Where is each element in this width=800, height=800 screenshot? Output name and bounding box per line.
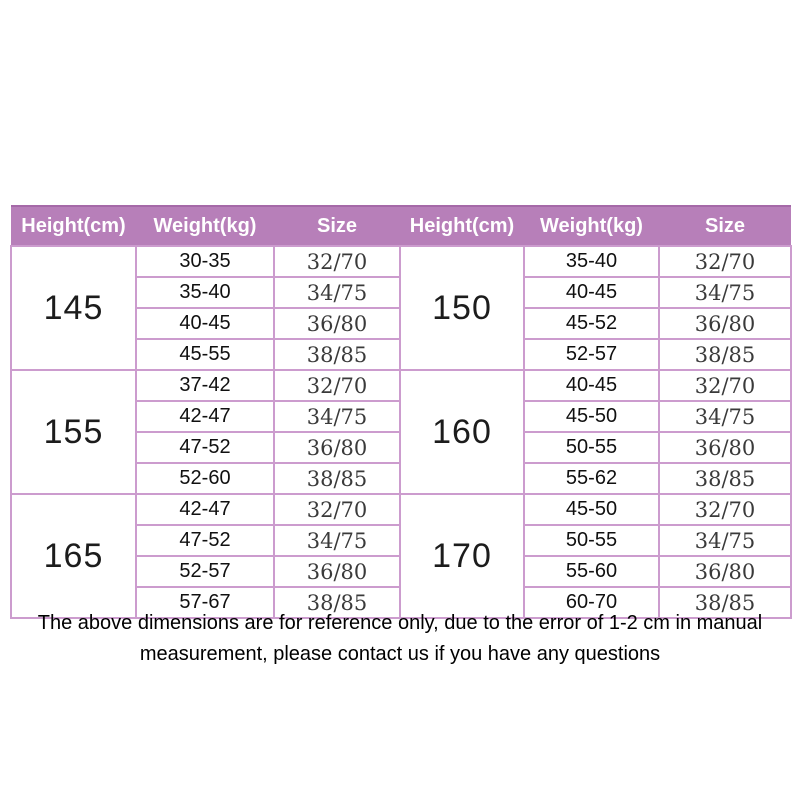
weight-cell: 55-60 — [524, 556, 659, 587]
height-cell-155: 155 — [11, 370, 136, 494]
header-weight-right: Weight(kg) — [524, 206, 659, 246]
size-cell: 34/75 — [659, 525, 791, 556]
weight-cell: 52-57 — [136, 556, 274, 587]
weight-cell: 50-55 — [524, 525, 659, 556]
weight-cell: 55-62 — [524, 463, 659, 494]
size-cell: 32/70 — [274, 370, 400, 401]
weight-cell: 50-55 — [524, 432, 659, 463]
size-cell: 34/75 — [659, 401, 791, 432]
weight-cell: 47-52 — [136, 432, 274, 463]
header-size-left: Size — [274, 206, 400, 246]
weight-cell: 45-50 — [524, 401, 659, 432]
header-height-left: Height(cm) — [11, 206, 136, 246]
disclaimer-line-1: The above dimensions are for reference only, due to the error of 1-2 cm in manual — [37, 612, 763, 634]
weight-cell: 40-45 — [524, 370, 659, 401]
height-cell-165: 165 — [11, 494, 136, 618]
weight-cell: 60-70 — [524, 587, 659, 618]
weight-cell: 42-47 — [136, 494, 274, 525]
height-cell-160: 160 — [400, 370, 524, 494]
weight-cell: 37-42 — [136, 370, 274, 401]
weight-cell: 52-57 — [524, 339, 659, 370]
size-cell: 32/70 — [274, 494, 400, 525]
header-size-right: Size — [659, 206, 791, 246]
weight-cell: 45-52 — [524, 308, 659, 339]
weight-cell: 42-47 — [136, 401, 274, 432]
size-chart-table-container — [10, 205, 790, 619]
weight-cell: 35-40 — [524, 246, 659, 277]
size-cell: 38/85 — [659, 339, 791, 370]
size-cell: 36/80 — [274, 308, 400, 339]
weight-cell: 35-40 — [136, 277, 274, 308]
weight-cell: 45-55 — [136, 339, 274, 370]
weight-cell: 30-35 — [136, 246, 274, 277]
height-cell-170: 170 — [400, 494, 524, 618]
size-cell: 36/80 — [659, 432, 791, 463]
header-weight-left: Weight(kg) — [136, 206, 274, 246]
size-cell: 34/75 — [659, 277, 791, 308]
size-cell: 36/80 — [274, 432, 400, 463]
weight-cell: 47-52 — [136, 525, 274, 556]
table-row — [11, 370, 791, 401]
size-cell: 34/75 — [274, 401, 400, 432]
size-cell: 38/85 — [659, 587, 791, 618]
size-cell: 36/80 — [659, 308, 791, 339]
size-cell: 36/80 — [274, 556, 400, 587]
size-cell: 38/85 — [659, 463, 791, 494]
size-cell: 36/80 — [659, 556, 791, 587]
size-cell: 38/85 — [274, 339, 400, 370]
table-row — [11, 494, 791, 525]
header-row — [11, 206, 791, 246]
height-cell-150: 150 — [400, 246, 524, 370]
size-chart-table — [10, 205, 792, 619]
size-cell: 32/70 — [659, 494, 791, 525]
size-cell: 32/70 — [659, 370, 791, 401]
size-cell: 38/85 — [274, 463, 400, 494]
weight-cell: 40-45 — [524, 277, 659, 308]
disclaimer-line-2: measurement, please contact us if you have any questions — [139, 643, 661, 665]
size-cell: 32/70 — [274, 246, 400, 277]
weight-cell: 52-60 — [136, 463, 274, 494]
weight-cell: 57-67 — [136, 587, 274, 618]
weight-cell: 45-50 — [524, 494, 659, 525]
measurement-disclaimer — [0, 608, 800, 670]
table-row — [11, 246, 791, 277]
weight-cell: 40-45 — [136, 308, 274, 339]
size-cell: 38/85 — [274, 587, 400, 618]
size-cell: 34/75 — [274, 277, 400, 308]
size-cell: 34/75 — [274, 525, 400, 556]
size-cell: 32/70 — [659, 246, 791, 277]
header-height-right: Height(cm) — [400, 206, 524, 246]
height-cell-145: 145 — [11, 246, 136, 370]
